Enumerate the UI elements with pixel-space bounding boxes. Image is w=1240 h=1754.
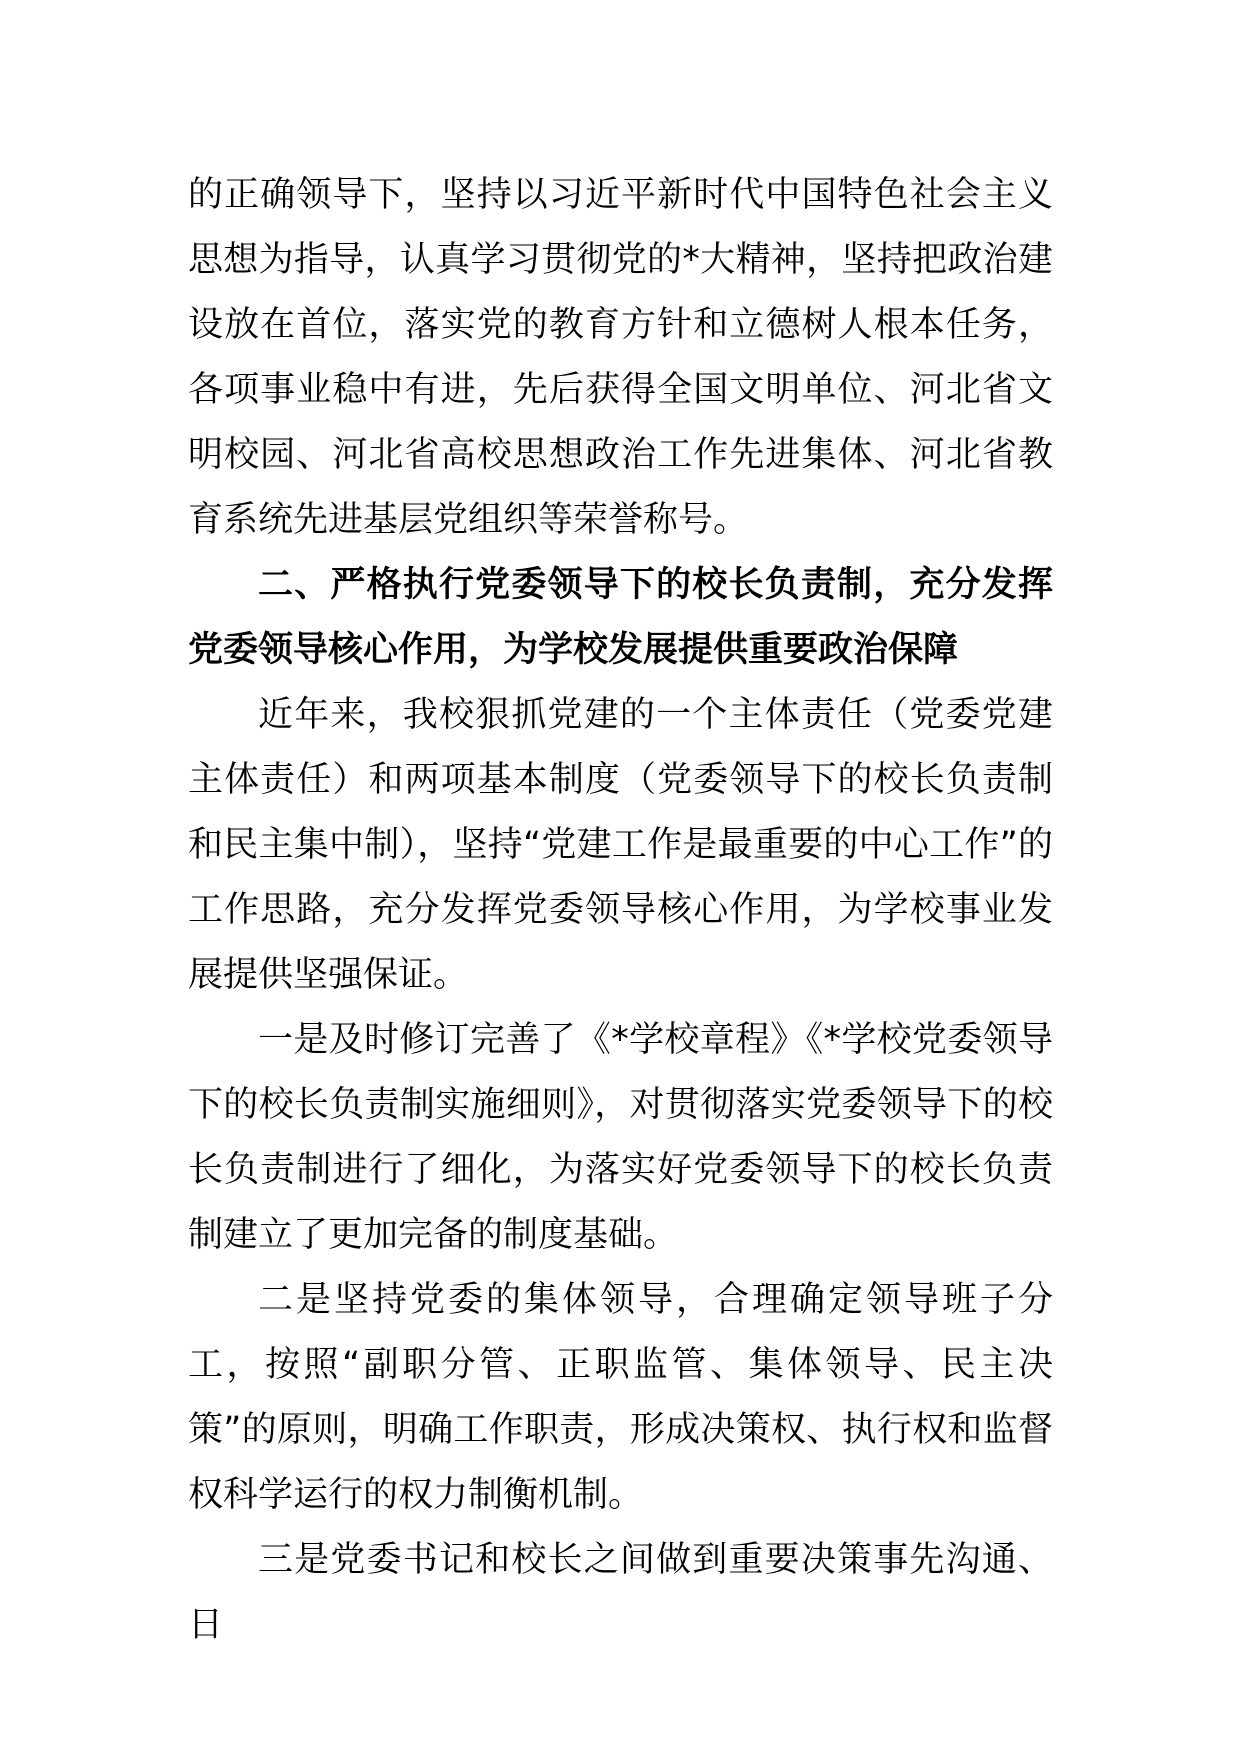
body-paragraph-point-one: 一是及时修订完善了《*学校章程》《*学校党委领导下的校长负责制实施细则》，对贯彻落实党委领导下的校长负责制进行了细化，为落实好党委领导下的校长负责制建立了更加完备的制度基础。 xyxy=(188,1020,1053,1255)
document-body xyxy=(188,163,1053,1658)
opening-paragraph: 的正确领导下，坚持以习近平新时代中国特色社会主义思想为指导，认真学习贯彻党的*大精神，坚持把政治建设放在首位，落实党的教育方针和立德树人根本任务，各项事业稳中有进，先后获得全国文明单位、河北省文明校园、河北省高校思想政治工作先进集体、河北省教育系统先进基层党组织等荣誉称号。 xyxy=(188,175,1053,540)
body-paragraph-point-three: 三是党委书记和校长之间做到重要决策事先沟通、日 xyxy=(188,1540,1053,1645)
body-paragraph-intro: 近年来，我校狠抓党建的一个主体责任（党委党建主体责任）和两项基本制度（党委领导下的校长负责制和民主集中制），坚持“党建工作是最重要的中心工作”的工作思路，充分发挥党委领导核心作用，为学校事业发展提供坚强保证。 xyxy=(188,695,1053,995)
section-heading: 二、严格执行党委领导下的校长负责制，充分发挥党委领导核心作用，为学校发展提供重要政治保障 xyxy=(188,565,1053,670)
body-paragraph-point-two: 二是坚持党委的集体领导，合理确定领导班子分工，按照“副职分管、正职监管、集体领导、民主决策”的原则，明确工作职责，形成决策权、执行权和监督权科学运行的权力制衡机制。 xyxy=(188,1280,1053,1515)
